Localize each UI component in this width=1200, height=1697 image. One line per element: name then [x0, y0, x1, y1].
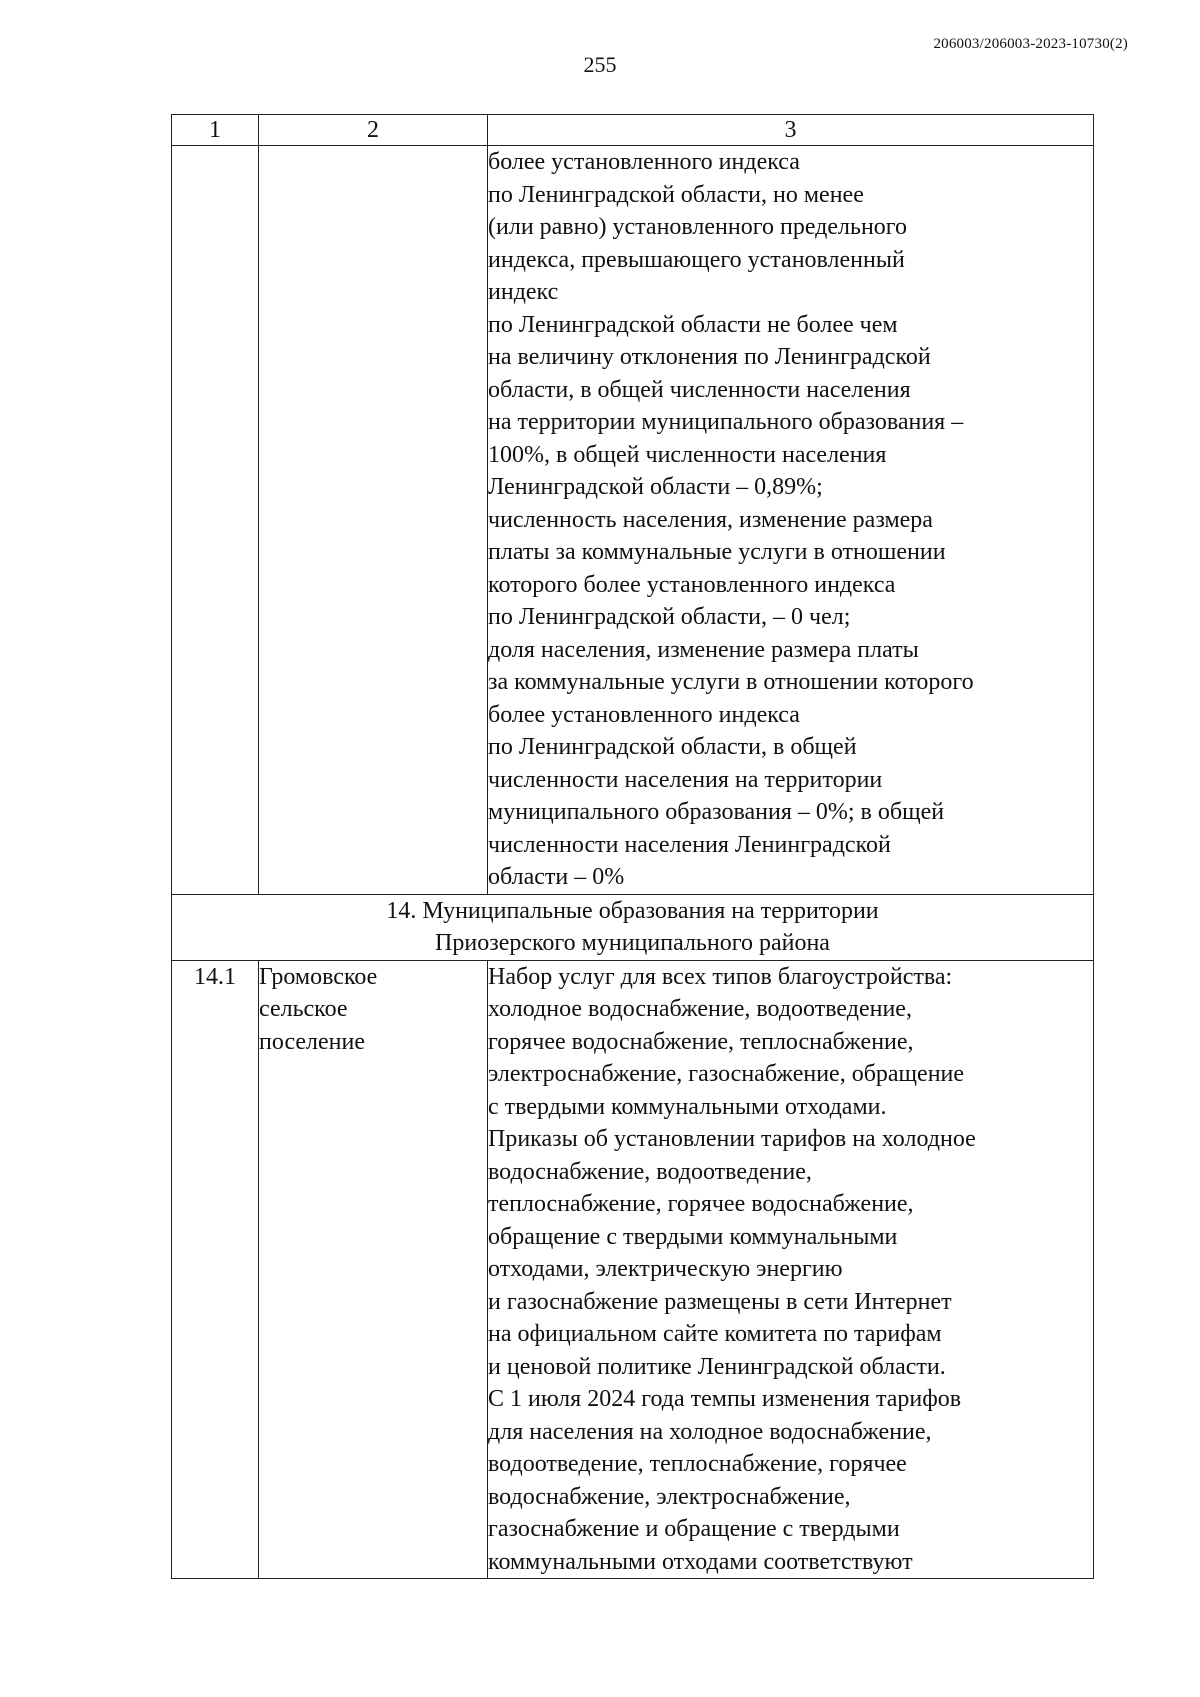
text-line: за коммунальные услуги в отношении которого: [488, 669, 974, 695]
text-line: водоотведение, теплоснабжение, горячее: [488, 1451, 907, 1477]
document-id: 206003/206003-2023-10730(2): [933, 36, 1128, 52]
tariff-table: [171, 114, 1094, 1579]
text-line: газоснабжение и обращение с твердыми: [488, 1516, 900, 1542]
continuation-number-cell: [172, 146, 259, 895]
table-row-14-1: [172, 960, 1094, 1579]
text-line: численности населения Ленинградской: [488, 831, 891, 858]
text-line: индекс: [488, 279, 559, 305]
text-line: обращение с твердыми коммунальными: [488, 1223, 898, 1250]
text-line: области, в общей численности населения: [488, 376, 911, 403]
page-number: 255: [583, 52, 617, 77]
text-line: численности населения на территории: [488, 766, 883, 793]
text-line: по Ленинградской области, – 0 чел;: [488, 604, 851, 630]
municipality-name-line: сельское: [259, 996, 348, 1022]
municipality-name-cell: [259, 960, 488, 1579]
text-line: Приказы об установлении тарифов на холодное: [488, 1126, 976, 1152]
section-heading-line: Приозерского муниципального района: [435, 930, 830, 956]
text-line: и газоснабжение размещены в сети Интернет: [488, 1288, 952, 1315]
continuation-name-cell: [259, 146, 488, 895]
text-line: более установленного индекса: [488, 701, 800, 728]
text-line: области – 0%: [488, 864, 625, 890]
text-line: теплоснабжение, горячее водоснабжение,: [488, 1191, 914, 1217]
column-header-1: 1: [172, 115, 259, 146]
text-line: платы за коммунальные услуги в отношении: [488, 539, 946, 565]
municipality-name-line: Громовское: [259, 963, 378, 990]
text-line: Набор услуг для всех типов благоустройства:: [488, 963, 953, 990]
text-line: по Ленинградской области не более чем: [488, 311, 898, 338]
text-line: на величину отклонения по Ленинградской: [488, 344, 931, 370]
column-header-2: 2: [259, 115, 488, 146]
text-line: Ленинградской области – 0,89%;: [488, 474, 823, 500]
section-heading-line: 14. Муниципальные образования на территории: [386, 897, 879, 924]
text-line: горячее водоснабжение, теплоснабжение,: [488, 1028, 914, 1055]
text-line: по Ленинградской области, но менее: [488, 181, 864, 208]
description-cell: [488, 960, 1094, 1579]
text-line: по Ленинградской области, в общей: [488, 734, 857, 760]
text-line: С 1 июля 2024 года темпы изменения тарифов: [488, 1386, 962, 1412]
table-header-row: [172, 115, 1094, 146]
text-line: и ценовой политике Ленинградской области.: [488, 1353, 946, 1380]
text-line: доля населения, изменение размера платы: [488, 636, 919, 663]
text-line: холодное водоснабжение, водоотведение,: [488, 996, 912, 1022]
text-line: более установленного индекса: [488, 149, 800, 175]
text-line: на официальном сайте комитета по тарифам: [488, 1321, 942, 1347]
text-line: численность населения, изменение размера: [488, 506, 933, 533]
text-line: отходами, электрическую энергию: [488, 1256, 843, 1282]
text-line: электроснабжение, газоснабжение, обращение: [488, 1061, 965, 1087]
section-heading-cell: [172, 894, 1094, 960]
text-line: (или равно) установленного предельного: [488, 214, 908, 240]
column-header-3: 3: [488, 115, 1094, 146]
section-heading-row: [172, 894, 1094, 960]
row-number-cell: 14.1: [172, 960, 259, 1579]
text-line: муниципального образования – 0%; в общей: [488, 799, 945, 825]
continuation-text-cell: [488, 146, 1094, 895]
text-line: 100%, в общей численности населения: [488, 441, 887, 468]
municipality-name-line: поселение: [259, 1028, 366, 1055]
text-line: которого более установленного индекса: [488, 571, 896, 598]
text-line: водоснабжение, водоотведение,: [488, 1158, 812, 1185]
text-line: индекса, превышающего установленный: [488, 246, 905, 273]
text-line: коммунальными отходами соответствуют: [488, 1548, 913, 1575]
text-line: на территории муниципального образования –: [488, 409, 964, 435]
text-line: с твердыми коммунальными отходами.: [488, 1093, 887, 1120]
text-line: для населения на холодное водоснабжение,: [488, 1418, 932, 1445]
continuation-row: [172, 146, 1094, 895]
text-line: водоснабжение, электроснабжение,: [488, 1483, 851, 1510]
